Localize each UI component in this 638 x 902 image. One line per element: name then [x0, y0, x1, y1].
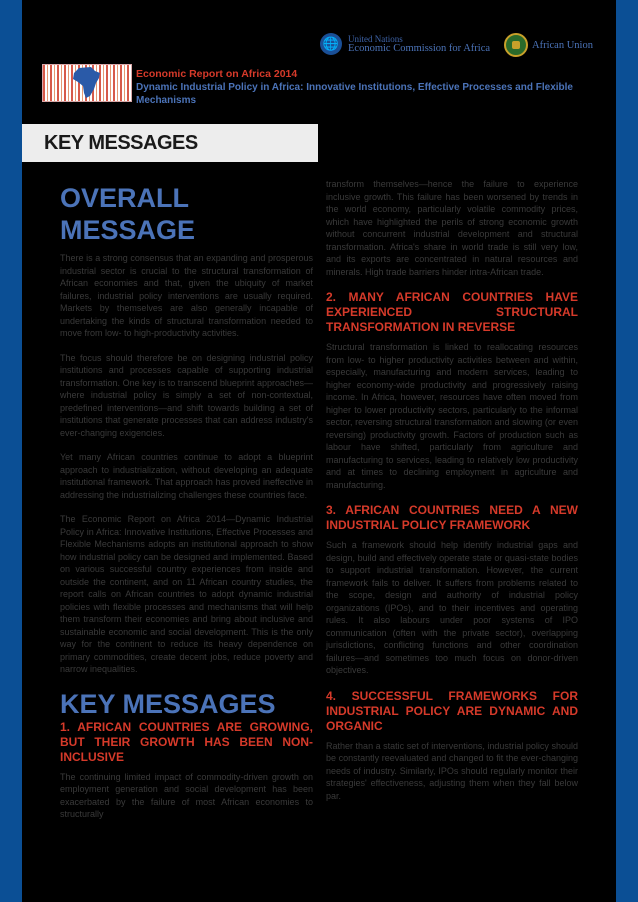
report-subtitle: Dynamic Industrial Policy in Africa: Innovative Institutions, Effective Processes and Flexible Mechanisms [136, 82, 573, 106]
overall-paragraph: There is a strong consensus that an expanding and prosperous industrial sector is crucial to the structural transformation of African economies and that, given the ubiquity of market failures, industrial policy interventions are usually required. Markets by themselves are also generally incapable of undertaking the kinds of structural transformation needed to move from low- to high-productivity activities. [60, 253, 313, 338]
message-1-text: The continuing limited impact of commodity-driven growth on employment generation and social development has been exacerbated by the failure of most African economies to structurally [60, 771, 313, 819]
report-page [22, 0, 616, 902]
message-1-text-continued: transform themselves—hence the failure to experience inclusive growth. This failure has been worsened by trends in the world economy, particularly volatile commodity prices, which have highlighted the perils of strong economic growth without concurrent industrial development and structural transformation. Africa's share in world trade is still very low, and its exports are concentrated in natural resources and minerals. High trade barriers hinder intra-African trade. [326, 179, 578, 277]
left-column [60, 182, 313, 821]
right-column [326, 178, 578, 802]
eca-name: Economic Commission for Africa [348, 43, 491, 54]
un-emblem-icon: 🌐 [320, 33, 342, 55]
message-2-text: Structural transformation is linked to reallocating resources from low- to higher productivity activities between and within, especially, manufacturing and modern services, leading to higher economy-wide productivity and progressively raising income. In Africa, however, resources have often moved from higher to lower productivity sectors, particularly to the informal sector, reversing structural transformation and slowing (or even reversing) productivity growth. Factors of production such as labour have shifted, particularly from agriculture and manufacturing to services, leading to relatively low productivity and at times to declining employment in agriculture and manufacturing. [326, 342, 578, 490]
au-name: African Union [532, 39, 593, 51]
band-title: KEY MESSAGES [44, 132, 198, 154]
overall-message-heading: OVERALL MESSAGE [60, 183, 196, 245]
au-logo [504, 33, 593, 57]
report-title: Economic Report on Africa 2014 [136, 68, 298, 80]
africa-map-icon [69, 65, 105, 101]
message-3-text: Such a framework should help identify industrial gaps and design, build and effectively operate state or quasi-state bodies to support industrial transformation. However, the current framework fails to deliver. It suffers from problems related to the scope, design and authority of industrial policy organizations (IPOs), and to their incentives and operating rules. It also labours under poor systems of IPO communication (often with the private sector), overlapping jurisdictions, conflicting functions and other coordination failures—and sometimes too much focus on donor-driven objectives. [326, 540, 578, 675]
un-eca-logo [320, 33, 490, 55]
overall-paragraph: Yet many African countries continue to adopt a blueprint approach to industrialization, without developing an adequate institutional framework. That approach has proved ineffective in addressing the industrializing challenges these countries face. [60, 452, 313, 500]
key-messages-heading: KEY MESSAGES [60, 688, 276, 719]
overall-paragraph: The focus should therefore be on designing industrial policy institutions and processes capable of supporting industrial transformation. One key is to transcend blueprint approaches—where industrial policy is simply a set of non-contextual, predefined interventions—and shift towards building a set of institutions that generate processes that can address industry's ever-changing exigencies. [60, 352, 313, 438]
au-emblem-icon [504, 33, 528, 57]
overall-paragraph: The Economic Report on Africa 2014—Dynamic Industrial Policy in Africa: Innovative Institutions, Effective Processes and Flexible Mechanisms adopts an institutional approach to show how industrial policy can be designed and implemented. Based on various successful country experiences from inside and outside the continent, and on 11 African country studies, the report calls on African countries to adopt dynamic industrial policies with flexible processes and mechanisms that will help them transform their economies and bring about inclusive and sustainable economic and social development. This is the only way for the continent to reduce its heavy dependence on primary commodities, create decent jobs, reduce poverty and narrow inequalities. [60, 514, 313, 674]
un-eca-text [348, 34, 490, 54]
report-titles [136, 68, 616, 107]
message-4-text: Rather than a static set of interventions, industrial policy should be constantly reevaluated and changed to fit the ever-changing needs of industry. Similarly, IPOs should regularly monitor their strategies' effectiveness, adjusting them when they fall below par. [326, 740, 578, 801]
message-1-title: 1. AFRICAN COUNTRIES ARE GROWING, BUT THEIR GROWTH HAS BEEN NON-INCLUSIVE [60, 719, 313, 764]
message-4-title: 4. SUCCESSFUL FRAMEWORKS FOR INDUSTRIAL POLICY ARE DYNAMIC AND ORGANIC [326, 688, 578, 733]
report-logo [42, 64, 132, 102]
message-3-title: 3. AFRICAN COUNTRIES NEED A NEW INDUSTRIAL POLICY FRAMEWORK [326, 503, 578, 532]
message-2-title: 2. MANY AFRICAN COUNTRIES HAVE EXPERIENCED STRUCTURAL TRANSFORMATION IN REVERSE [326, 290, 578, 334]
key-messages-band [22, 124, 318, 162]
un-name: United Nations [348, 34, 403, 44]
